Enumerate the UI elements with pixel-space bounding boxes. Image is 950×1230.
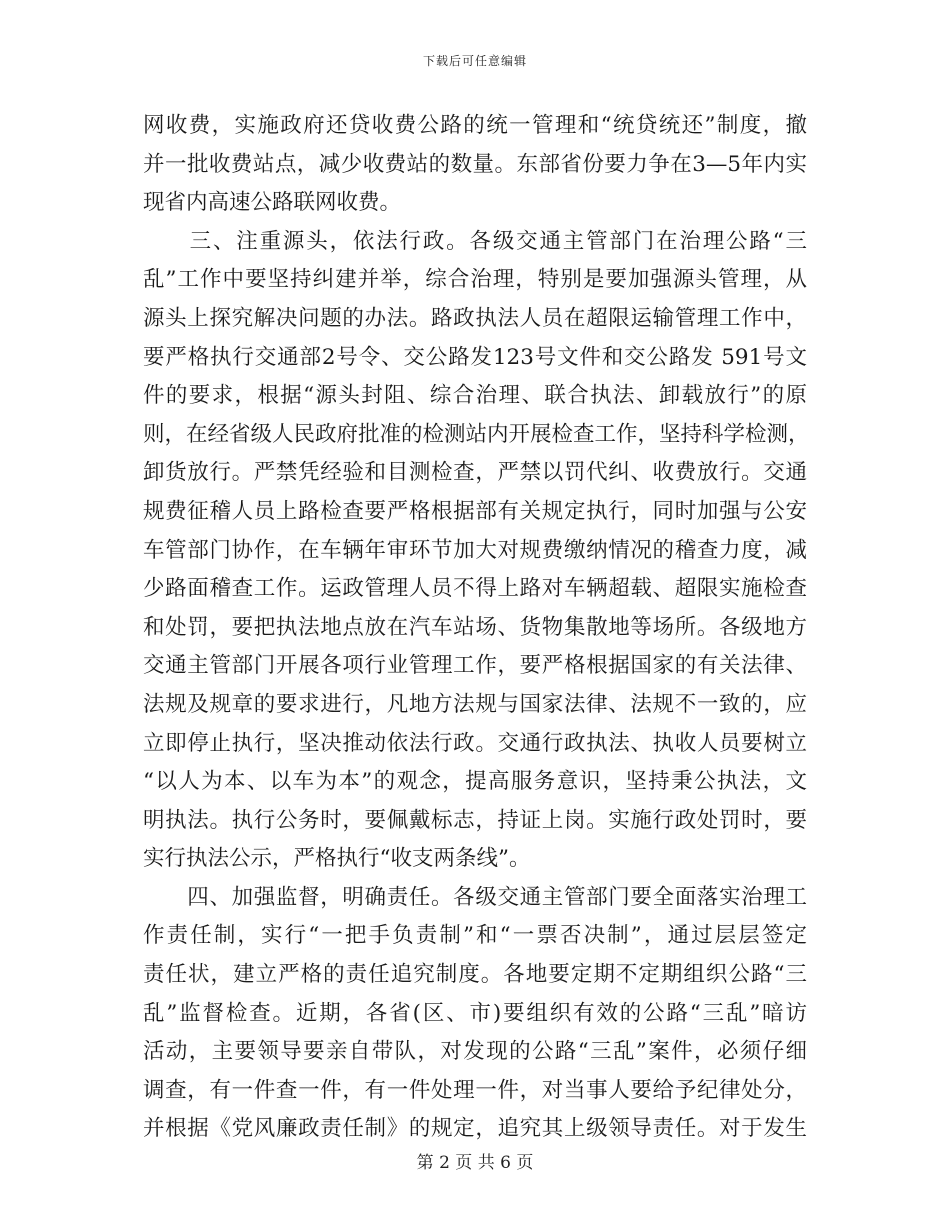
text-line: 则，在经省级人民政府批准的检测站内开展检查工作，坚持科学检测， <box>143 421 810 447</box>
text-line: 卸货放行。严禁凭经验和目测检查，严禁以罚代纠、收费放行。交通 <box>143 460 807 486</box>
text-line: 现省内高速公路联网收费。 <box>143 190 402 216</box>
text-line: 并根据《党风廉政责任制》的规定，追究其上级领导责任。对于发生 <box>143 1116 807 1142</box>
page-header-note: 下载后可任意编辑 <box>422 54 527 68</box>
text-line: 交通主管部门开展各项行业管理工作，要严格根据国家的有关法律、 <box>143 653 807 679</box>
text-line: 少路面稽查工作。运政管理人员不得上路对车辆超载、超限实施检查 <box>143 576 807 602</box>
page-number: 第 2 页 共 6 页 <box>416 1153 534 1173</box>
text-line: 活动，主要领导要亲自带队，对发现的公路“三乱”案件，必须仔细 <box>143 1039 807 1065</box>
text-line: 明执法。执行公务时，要佩戴标志，持证上岗。实施行政处罚时，要 <box>143 807 807 833</box>
text-line: 和处罚，要把执法地点放在汽车站场、货物集散地等场所。各级地方 <box>143 614 807 640</box>
text-line: 调查，有一件查一件，有一件处理一件，对当事人要给予纪律处分， <box>143 1077 807 1103</box>
text-line: 四、加强监督，明确责任。各级交通主管部门要全面落实治理工 <box>143 884 807 910</box>
text-line: 作责任制，实行“一把手负责制”和“一票否决制”，通过层层签定 <box>143 923 807 949</box>
text-line: 车管部门协作，在车辆年审环节加大对规费缴纳情况的稽查力度，减 <box>143 537 807 563</box>
document-body <box>143 107 810 1149</box>
text-line: 法规及规章的要求进行，凡地方法规与国家法律、法规不一致的，应 <box>143 691 807 717</box>
text-line: 网收费，实施政府还贷收费公路的统一管理和“统贷统还”制度，撤 <box>143 113 807 138</box>
text-line: 要严格执行交通部2号令、交公路发123号文件和交公路发 591号文 <box>143 344 807 370</box>
text-line: 件的要求，根据“源头封阻、综合治理、联合执法、卸载放行”的原 <box>143 383 807 409</box>
text-line: 源头上探究解决问题的办法。路政执法人员在超限运输管理工作中， <box>143 305 807 331</box>
text-line: 立即停止执行，坚决推动依法行政。交通行政执法、执收人员要树立 <box>143 730 807 756</box>
text-line: 责任状，建立严格的责任追究制度。各地要定期不定期组织公路“三 <box>143 962 807 988</box>
text-line: 乱”工作中要坚持纠建并举，综合治理，特别是要加强源头管理，从 <box>143 267 807 293</box>
text-line: 规费征稽人员上路检查要严格根据部有关规定执行，同时加强与公安 <box>143 498 807 524</box>
text-line: 三、注重源头，依法行政。各级交通主管部门在治理公路“三 <box>143 228 807 254</box>
text-line: 乱”监督检查。近期，各省(区、市)要组织有效的公路“三乱”暗访 <box>143 1000 807 1026</box>
text-line: “以人为本、以车为本”的观念，提高服务意识，坚持秉公执法，文 <box>143 769 807 795</box>
text-line: 并一批收费站点，减少收费站的数量。东部省份要力争在3—5年内实 <box>143 151 807 177</box>
text-line: 实行执法公示，严格执行“收支两条线”。 <box>143 846 531 872</box>
